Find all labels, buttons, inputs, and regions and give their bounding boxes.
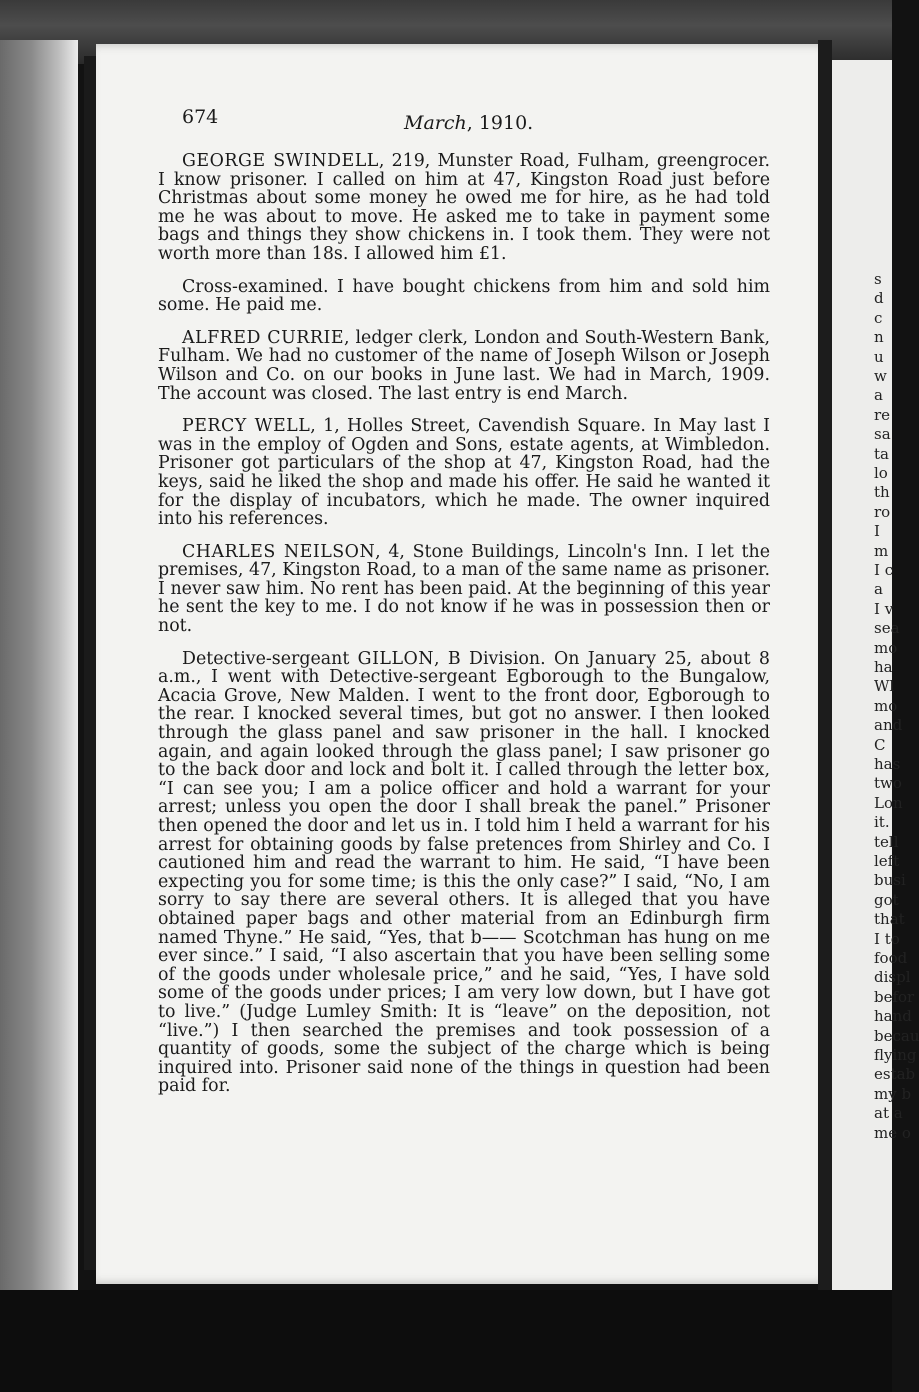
adjacent-page-text: mo bbox=[874, 638, 898, 657]
testimony-paragraph bbox=[158, 152, 770, 264]
adjacent-page-text: I c bbox=[874, 561, 894, 579]
page-body bbox=[158, 152, 770, 1110]
testimony-paragraph bbox=[158, 543, 770, 636]
adjacent-page-text: C bbox=[874, 735, 886, 754]
adjacent-page-text: befor bbox=[874, 987, 915, 1006]
adjacent-page-text: that bbox=[874, 910, 905, 929]
adjacent-page-text: at a bbox=[874, 1104, 903, 1123]
book-spine bbox=[84, 56, 96, 1270]
testimony-text: , B Division. On January 25, about 8 a.m., I went with Detective-sergeant Egborough to the Bungalow, Acacia Grove, New Malden. I went to the front door, Egborough to the rear. I knocked several times, but got no answer. I then looked through the glass panel and saw prisoner in the hall. I knocked again, and again looked through the glass panel; I saw prisoner go to the back door and lock and bolt it. I called through the letter box, “I can see you; I am a police officer and hold a warrant for your arrest; unless you open the door I shall break the panel.” Prisoner then opened the door and let us in. I told him I held a warrant for his arrest for obtaining goods by false pretences from Shirley and Co. I cautioned him and read the warrant to him. He said, “I have been expecting you for some time; is this the only case?” I said, “No, I am sorry to say there are several others. It is alleged that you have obtained paper bags and other material from an Edinburgh firm named Thyne.” He said, “Yes, that b—— Scotchman has hung on me ever since.” I said, “I also ascertain that you have been selling some of the goods under wholesale price,” and he said, “Yes, I have sold some of the goods under prices; I am very low down, but I have got to live.” (Judge Lumley Smith: It is “leave” on the deposition, not “live.”) I then searched the premises and took possession of a quantity of goods, some the subject of the charge which is being inquired into. Prisoner said none of the things in question had been paid for. bbox=[158, 648, 770, 1097]
testimony-text: , ledger clerk, London and South-Western Bank, Fulham. We had no customer of the name of Joseph Wilson or Joseph Wilson and Co. on our books in June last. We had in March, 1909. The account was closed. The last entry is end March. bbox=[158, 327, 770, 404]
adjacent-page-text: ha bbox=[874, 658, 893, 676]
testimony-text: , 1, Holles Street, Cavendish Square. In May last I was in the employ of Ogden and Sons, estate agents, at Wimbledon. Prisoner got particulars of the shop at 47, Kingston Road, had the keys, said he liked the shop and made his offer. He said he wanted it for the display of incubators, which he made. The owner inquired into his references. bbox=[158, 416, 770, 530]
adjacent-page-text: w bbox=[874, 367, 887, 385]
adjacent-page-text: sa bbox=[874, 425, 891, 444]
adjacent-page-text: displ bbox=[874, 968, 911, 987]
adjacent-page-text: Lon bbox=[874, 793, 903, 812]
testimony-paragraph bbox=[158, 329, 770, 403]
adjacent-page-text: flying bbox=[874, 1046, 917, 1064]
adjacent-page-text: food bbox=[874, 949, 908, 967]
adjacent-page-fragment bbox=[832, 60, 919, 1290]
adjacent-page-text: hand bbox=[874, 1007, 912, 1026]
adjacent-page-text: a bbox=[874, 580, 883, 599]
scanner-bottom-band bbox=[0, 1290, 892, 1392]
adjacent-page-text: busi bbox=[874, 871, 906, 890]
testimony-paragraph bbox=[158, 278, 770, 315]
adjacent-page-text: got bbox=[874, 890, 899, 909]
adjacent-page-text: Wl bbox=[874, 677, 895, 696]
running-title bbox=[404, 112, 533, 134]
adjacent-page-text: has bbox=[874, 755, 901, 773]
adjacent-page-text: estab bbox=[874, 1065, 916, 1084]
adjacent-page-text: a bbox=[874, 386, 883, 405]
witness-name: GEORGE SWINDELL bbox=[182, 151, 379, 171]
adjacent-page-text: c bbox=[874, 308, 883, 327]
testimony-paragraph bbox=[158, 650, 770, 1096]
page-number: 674 bbox=[182, 106, 219, 128]
adjacent-page-text: two bbox=[874, 774, 902, 793]
witness-name: GILLON bbox=[357, 648, 435, 669]
book-gutter bbox=[818, 40, 832, 1290]
adjacent-page-text: tell bbox=[874, 832, 899, 851]
witness-name: CHARLES NEILSON bbox=[182, 541, 376, 562]
adjacent-page-text: and bbox=[874, 716, 903, 735]
testimony-text: Cross-examined. I have bought chickens from him and sold him some. He paid me. bbox=[158, 276, 770, 316]
adjacent-page-text: me o bbox=[874, 1123, 911, 1142]
running-title-year: , 1910. bbox=[466, 112, 534, 134]
adjacent-page-text: I to bbox=[874, 929, 900, 948]
adjacent-page-text: m bbox=[874, 541, 889, 560]
testimony-paragraph bbox=[158, 417, 770, 529]
witness-name: PERCY WELL bbox=[182, 416, 311, 437]
adjacent-page-text: I v bbox=[874, 599, 894, 618]
adjacent-page-text: n bbox=[874, 328, 884, 347]
book-page bbox=[96, 44, 832, 1284]
witness-title: Detective-sergeant bbox=[182, 648, 358, 669]
adjacent-page-text: left bbox=[874, 852, 900, 870]
adjacent-page-text: re bbox=[874, 405, 891, 424]
adjacent-page-text: becau bbox=[874, 1026, 919, 1045]
adjacent-page-text: lo bbox=[874, 464, 888, 482]
adjacent-page-text: my b bbox=[874, 1084, 912, 1103]
adjacent-page-text: ta bbox=[874, 444, 889, 463]
adjacent-page-text: mo bbox=[874, 696, 898, 715]
book-left-edge bbox=[0, 40, 78, 1290]
adjacent-page-text: s bbox=[874, 270, 882, 288]
adjacent-page-text: u bbox=[874, 347, 884, 366]
adjacent-page-text: d bbox=[874, 289, 884, 308]
testimony-text: , 4, Stone Buildings, Lincoln's Inn. I let the premises, 47, Kingston Road, to a man of the same name as prisoner. I never saw him. No rent has been paid. At the beginning of this year he sent the key to me. I do not know if he was in possession then or not. bbox=[158, 541, 770, 637]
page-header bbox=[182, 106, 782, 136]
adjacent-page-text: it. bbox=[874, 813, 890, 832]
adjacent-page-text: th bbox=[874, 483, 890, 502]
testimony-text: , 219, Munster Road, Fulham, greengrocer. I know prisoner. I called on him at 47, Kingston Road just before Christmas about some money he owed me for hire, as he had told me he was about to move. He asked me to take in payment some bags and things they show chickens in. I took them. They were not worth more than 18s. I allowed him £1. bbox=[158, 151, 770, 264]
adjacent-page-text: I bbox=[874, 522, 880, 541]
witness-name: ALFRED CURRIE bbox=[182, 327, 345, 348]
adjacent-page-text: ro bbox=[874, 502, 891, 521]
running-title-month: March bbox=[404, 112, 467, 134]
adjacent-page-text: sea bbox=[874, 619, 900, 638]
